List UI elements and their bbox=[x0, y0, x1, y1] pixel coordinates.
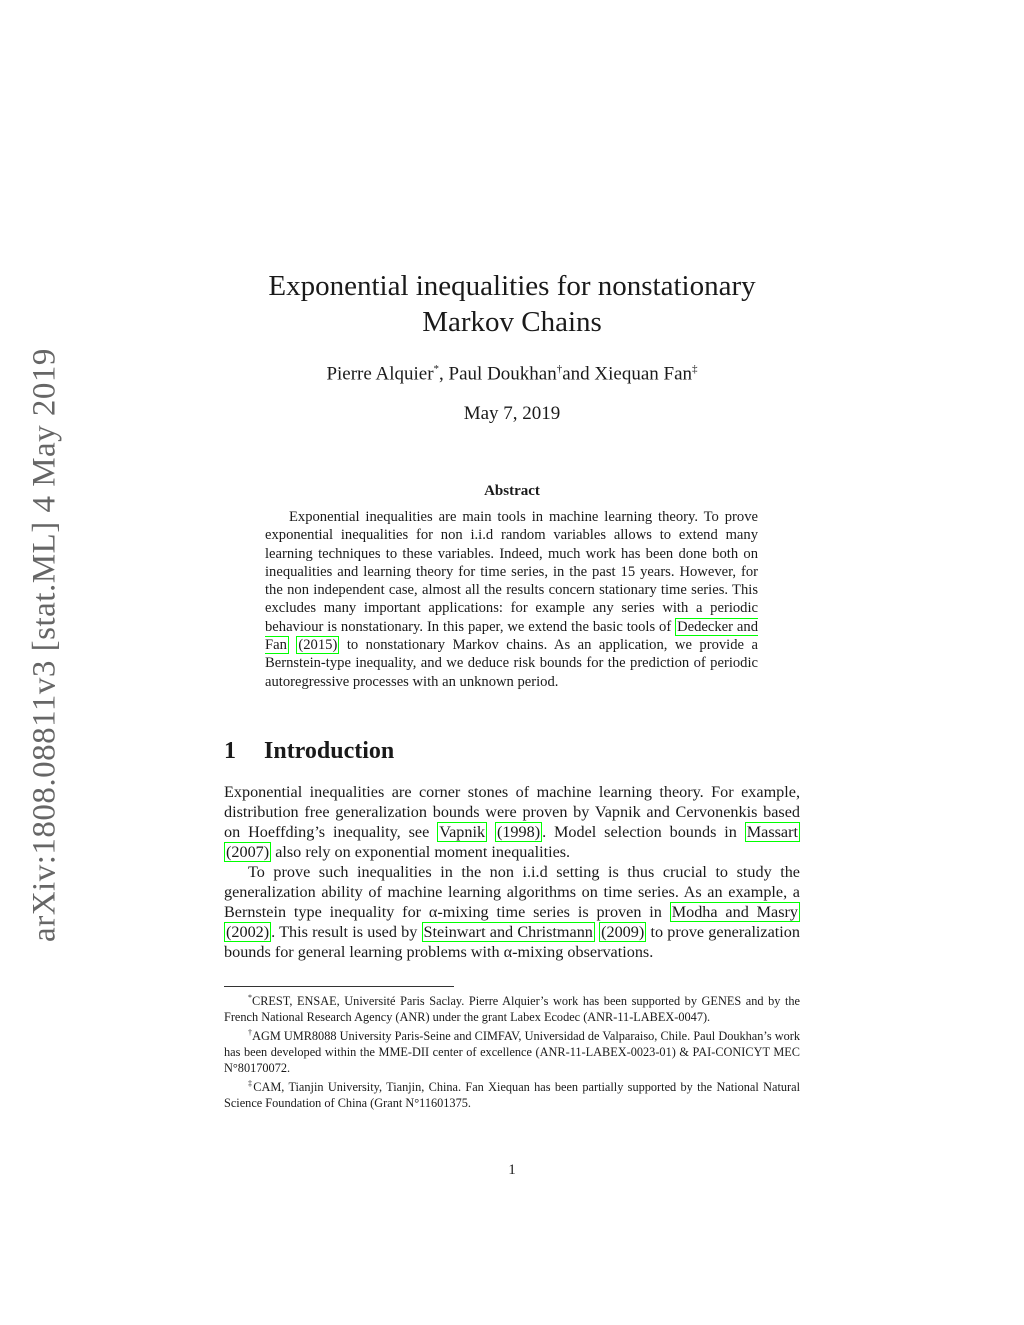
footnote bbox=[224, 1025, 800, 1076]
citation-link[interactable]: Vapnik bbox=[439, 823, 486, 841]
footnote bbox=[224, 990, 800, 1025]
author-list: Pierre Alquier*, Paul Doukhan†and Xiequan Fan‡ bbox=[326, 363, 698, 385]
section-title: Introduction bbox=[264, 738, 395, 764]
footnote bbox=[224, 1076, 800, 1111]
author-name: Pierre Alquier bbox=[326, 363, 434, 385]
footnote-mark: † bbox=[248, 1028, 253, 1038]
introduction-body bbox=[224, 782, 800, 962]
page-number: 1 bbox=[508, 1162, 516, 1178]
abstract-body bbox=[265, 508, 758, 691]
author-connector: and bbox=[562, 363, 590, 385]
footnote-mark: * bbox=[248, 993, 252, 1002]
footnote-mark: ‡ bbox=[248, 1079, 254, 1089]
footnote-text: CAM, Tianjin University, Tianjin, China. Fan Xiequan has been partially supported by the National Natural Science Foundation of China (Grant N°11601375. bbox=[224, 1080, 800, 1111]
arxiv-stamp bbox=[20, 345, 70, 945]
section-heading bbox=[224, 738, 394, 765]
body-text: . Model selection bounds in bbox=[542, 823, 737, 841]
footnotes bbox=[224, 990, 800, 1111]
citation-year-link[interactable]: (1998) bbox=[496, 823, 541, 841]
body-text: Exponential inequalities are corner stones of machine learning theory. For example, distribution free generalization bounds were proven by Vapnik and Cervonenkis based on Hoeffding’s inequality, see bbox=[224, 783, 800, 841]
citation-year-link[interactable]: (2009) bbox=[601, 923, 645, 941]
citation-link[interactable]: Dedecker and Fan bbox=[265, 618, 758, 654]
citation-link[interactable]: Massart bbox=[746, 823, 798, 841]
abstract-text: Exponential inequalities are main tools in machine learning theory. To prove exponential inequalities for non i.i.d random variables allows to extend many learning techniques to these variables. Indeed, much work has been done both on inequalities and learning theory for time series, in the past 15 years. However, for the non independent case, almost all the results concern stationary time series. This excludes many important applications: for example any series with a periodic behaviour is nonstationary. In this paper, we extend the basic tools of bbox=[265, 509, 758, 635]
abstract-text: to nonstationary Markov chains. As an application, we provide a Bernstein-type inequality, and we deduce risk bounds for the prediction of periodic autoregressive processes with an unknown period. bbox=[265, 637, 758, 690]
paper-title bbox=[224, 268, 800, 340]
body-text: to prove generalization bounds for general learning problems with α-mixing observations. bbox=[224, 923, 800, 961]
title-line-1: Exponential inequalities for nonstationary bbox=[268, 270, 756, 302]
footnote-text: CREST, ENSAE, Université Paris Saclay. Pierre Alquier’s work has been supported by GENES and by the French National Research Agency (ANR) under the grant Labex Ecodec (ANR-11-LABEX-0047). bbox=[224, 994, 800, 1025]
author-footnote-mark[interactable]: † bbox=[556, 363, 563, 375]
author-footnote-mark[interactable]: ‡ bbox=[692, 363, 698, 375]
author-footnote-mark[interactable]: * bbox=[433, 363, 440, 375]
citation-link[interactable]: Modha and Masry bbox=[671, 903, 799, 921]
arxiv-stamp-text: arXiv:1808.08811v3 [stat.ML] 4 May 2019 bbox=[26, 348, 63, 942]
author-name: Xiequan Fan bbox=[594, 363, 693, 385]
body-text: also rely on exponential moment inequalities. bbox=[275, 843, 571, 861]
citation-year-link[interactable]: (2002) bbox=[226, 923, 270, 941]
body-text: . This result is used by bbox=[271, 923, 418, 941]
publication-date: May 7, 2019 bbox=[463, 403, 561, 424]
citation-year-link[interactable]: (2015) bbox=[298, 637, 338, 654]
body-text: To prove such inequalities in the non i.i.d setting is thus crucial to study the generalization ability of machine learning algorithms on time series. As an example, a Bernstein type inequality for α-mixing time series is proven in bbox=[224, 863, 800, 921]
footnote-divider bbox=[224, 986, 454, 987]
author-name: Paul Doukhan bbox=[448, 363, 557, 385]
title-line-2: Markov Chains bbox=[422, 306, 602, 338]
section-number: 1 bbox=[224, 738, 236, 764]
abstract-heading: Abstract bbox=[484, 483, 540, 499]
footnote-text: AGM UMR8088 University Paris-Seine and CIMFAV, Universidad de Valparaiso, Chile. Paul Doukhan’s work has been developed within the MME-DII center of excellence (ANR-11-LABEX-0023-01) & PAI-CONICYT MEC N°80170072. bbox=[224, 1029, 800, 1076]
paragraph bbox=[224, 862, 800, 962]
citation-link[interactable]: Steinwart and Christmann bbox=[423, 923, 593, 941]
paragraph bbox=[224, 782, 800, 862]
citation-year-link[interactable]: (2007) bbox=[226, 843, 270, 861]
